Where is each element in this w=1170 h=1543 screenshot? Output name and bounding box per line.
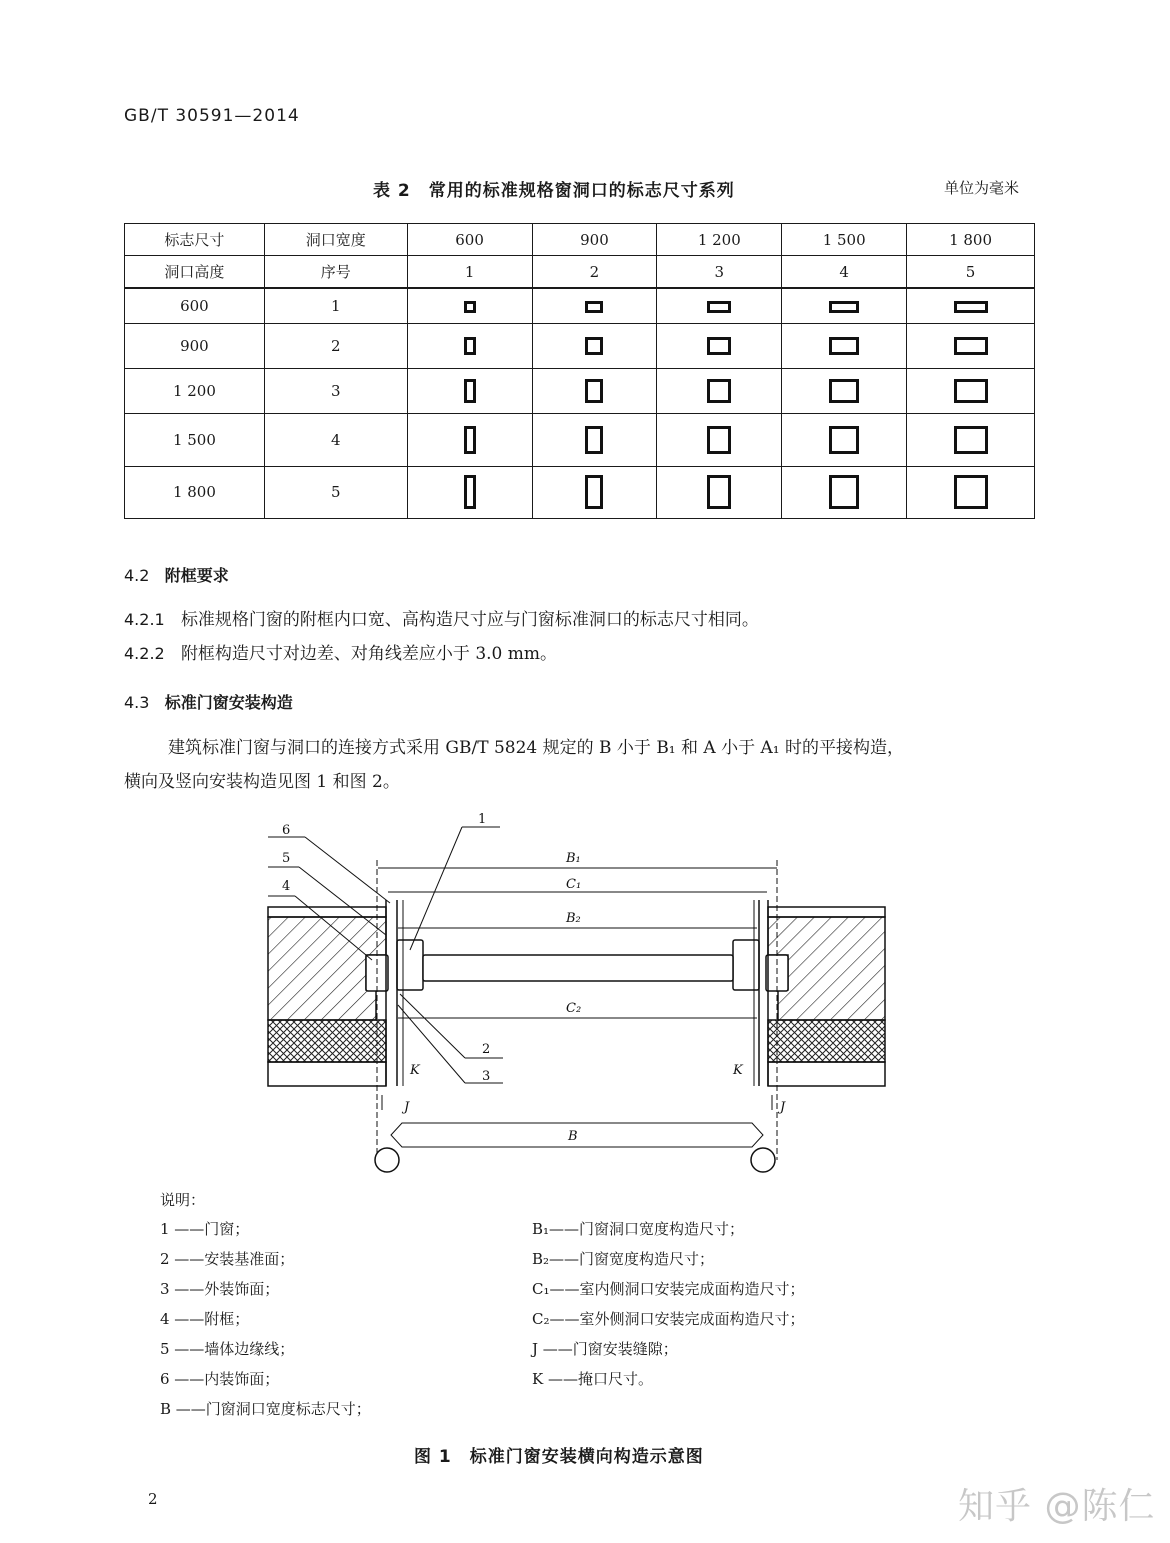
figure-caption: 图 1 标准门窗安装横向构造示意图 [414, 1447, 704, 1467]
row-height-cell: 600 [125, 288, 265, 323]
row-index-cell: 1 [264, 288, 407, 323]
table-unit: 单位为毫米 [944, 179, 1020, 197]
window-shape-icon [829, 301, 859, 313]
left-wall [268, 907, 386, 1086]
table-row [125, 466, 1035, 518]
watermark: 知乎 @陈仁 [958, 1486, 1156, 1527]
window-shape-icon [585, 301, 603, 313]
section-number: 4.2 [124, 566, 150, 585]
window-shape-icon [464, 475, 476, 509]
legend-item: 2 ——安装基准面； [160, 1250, 295, 1268]
legend-item: 4 ——附框； [160, 1310, 250, 1328]
legend-item: C₁——室内侧洞口安装完成面构造尺寸； [532, 1280, 805, 1298]
legend-item: 6 ——内装饰面； [160, 1370, 280, 1388]
clause-number: 4.2.1 [124, 610, 165, 629]
clause-4-2-2 [124, 638, 557, 670]
window-shape-icon [954, 301, 988, 313]
row-index-cell: 5 [264, 466, 407, 518]
dim-label-j-right: J [780, 1100, 786, 1115]
dim-label-b1: B₁ [566, 851, 581, 866]
window-shape-icon [585, 475, 603, 509]
clause-number: 4.2.2 [124, 644, 165, 663]
header-index-cell: 1 [407, 256, 532, 289]
legend-item: K ——掩口尺寸。 [532, 1370, 653, 1388]
table-row [125, 368, 1035, 413]
header-label-height: 洞口高度 [125, 256, 265, 289]
legend-item: B₂——门窗宽度构造尺寸； [532, 1250, 715, 1268]
callout-2: 2 [482, 1042, 491, 1057]
header-index-cell: 4 [782, 256, 907, 289]
dim-label-c1: C₁ [566, 877, 582, 892]
header-label-width: 洞口宽度 [264, 224, 407, 256]
legend-item: 5 ——墙体边缘线； [160, 1340, 295, 1358]
table-header-row [125, 224, 1035, 256]
legend-right [532, 1214, 805, 1394]
legend-item: B ——门窗洞口宽度标志尺寸； [160, 1400, 371, 1418]
callout-1: 1 [478, 812, 487, 827]
dim-label-b2: B₂ [566, 911, 581, 926]
header-width-cell: 1 800 [907, 224, 1035, 256]
window-shape-icon [829, 475, 859, 509]
window-shape-icon [464, 379, 476, 403]
window-shape-icon [464, 337, 476, 355]
dim-label-k-left: K [410, 1063, 420, 1078]
standard-code: GB/T 30591—2014 [124, 106, 300, 126]
window-shape-icon [464, 301, 476, 313]
section-number: 4.3 [124, 693, 150, 712]
clause-text: 附框构造尺寸对边差、对角线差应小于 3.0 mm。 [180, 644, 558, 664]
window-shape-icon [954, 426, 988, 454]
row-height-cell: 1 800 [125, 466, 265, 518]
window-shape-icon [829, 426, 859, 454]
header-width-cell: 900 [532, 224, 657, 256]
callout-4: 4 [282, 879, 291, 894]
window-shape-icon [585, 379, 603, 403]
row-height-cell: 1 500 [125, 413, 265, 466]
axis-circles [375, 1148, 775, 1172]
row-index-cell: 4 [264, 413, 407, 466]
paragraph-line: 横向及竖向安装构造见图 1 和图 2。 [124, 772, 400, 792]
window-shape-icon [585, 426, 603, 454]
header-label-index: 序号 [264, 256, 407, 289]
header-width-cell: 1 200 [657, 224, 782, 256]
section-4-2-heading [124, 563, 229, 586]
table-title: 表 2 常用的标准规格窗洞口的标志尺寸系列 [373, 181, 735, 201]
legend-item: C₂——室外侧洞口安装完成面构造尺寸； [532, 1310, 805, 1328]
window-shape-icon [464, 426, 476, 454]
row-index-cell: 3 [264, 368, 407, 413]
dimension-table [124, 223, 1035, 519]
window-shape-icon [829, 379, 859, 403]
window-shape-icon [585, 337, 603, 355]
window-shape-icon [707, 301, 731, 313]
clause-4-2-1 [124, 604, 759, 636]
window-shape-icon [829, 337, 859, 355]
header-width-cell: 600 [407, 224, 532, 256]
legend-left [160, 1214, 371, 1424]
right-wall [768, 907, 885, 1086]
row-height-cell: 900 [125, 323, 265, 368]
legend-item: J ——门窗安装缝隙； [532, 1340, 678, 1358]
header-width-cell: 1 500 [782, 224, 907, 256]
legend-item: 1 ——门窗； [160, 1220, 250, 1238]
page-number: 2 [148, 1490, 158, 1508]
callout-3: 3 [482, 1069, 491, 1084]
dim-label-b: B [568, 1129, 578, 1144]
table-header-row [125, 256, 1035, 289]
header-index-cell: 3 [657, 256, 782, 289]
callout-6: 6 [282, 823, 291, 838]
window-shape-icon [954, 337, 988, 355]
header-index-cell: 2 [532, 256, 657, 289]
legend-item: B₁——门窗洞口宽度构造尺寸； [532, 1220, 745, 1238]
callout-5: 5 [282, 851, 291, 866]
table-row [125, 323, 1035, 368]
installation-diagram [0, 800, 1170, 1180]
legend-title: 说明： [160, 1191, 206, 1209]
section-4-3-heading [124, 690, 293, 713]
dim-label-c2: C₂ [566, 1001, 582, 1016]
row-index-cell: 2 [264, 323, 407, 368]
legend-item: 3 ——外装饰面； [160, 1280, 280, 1298]
section-title: 附框要求 [164, 566, 229, 585]
section-title: 标准门窗安装构造 [164, 693, 293, 712]
dim-label-k-right: K [733, 1063, 743, 1078]
table-row [125, 413, 1035, 466]
paragraph-line: 建筑标准门窗与洞口的连接方式采用 GB/T 5824 规定的 B 小于 B₁ 和 A 小于 A₁ 时的平接构造， [168, 738, 905, 758]
window-shape-icon [954, 475, 988, 509]
window-shape-icon [707, 337, 731, 355]
header-index-cell: 5 [907, 256, 1035, 289]
window-shape-icon [707, 426, 731, 454]
window-shape-icon [707, 475, 731, 509]
clause-text: 标准规格门窗的附框内口宽、高构造尺寸应与门窗标准洞口的标志尺寸相同。 [180, 610, 759, 630]
window-shape-icon [707, 379, 731, 403]
dim-label-j-left: J [404, 1100, 410, 1115]
table-row [125, 288, 1035, 323]
window-shape-icon [954, 379, 988, 403]
row-height-cell: 1 200 [125, 368, 265, 413]
header-label-size: 标志尺寸 [125, 224, 265, 256]
